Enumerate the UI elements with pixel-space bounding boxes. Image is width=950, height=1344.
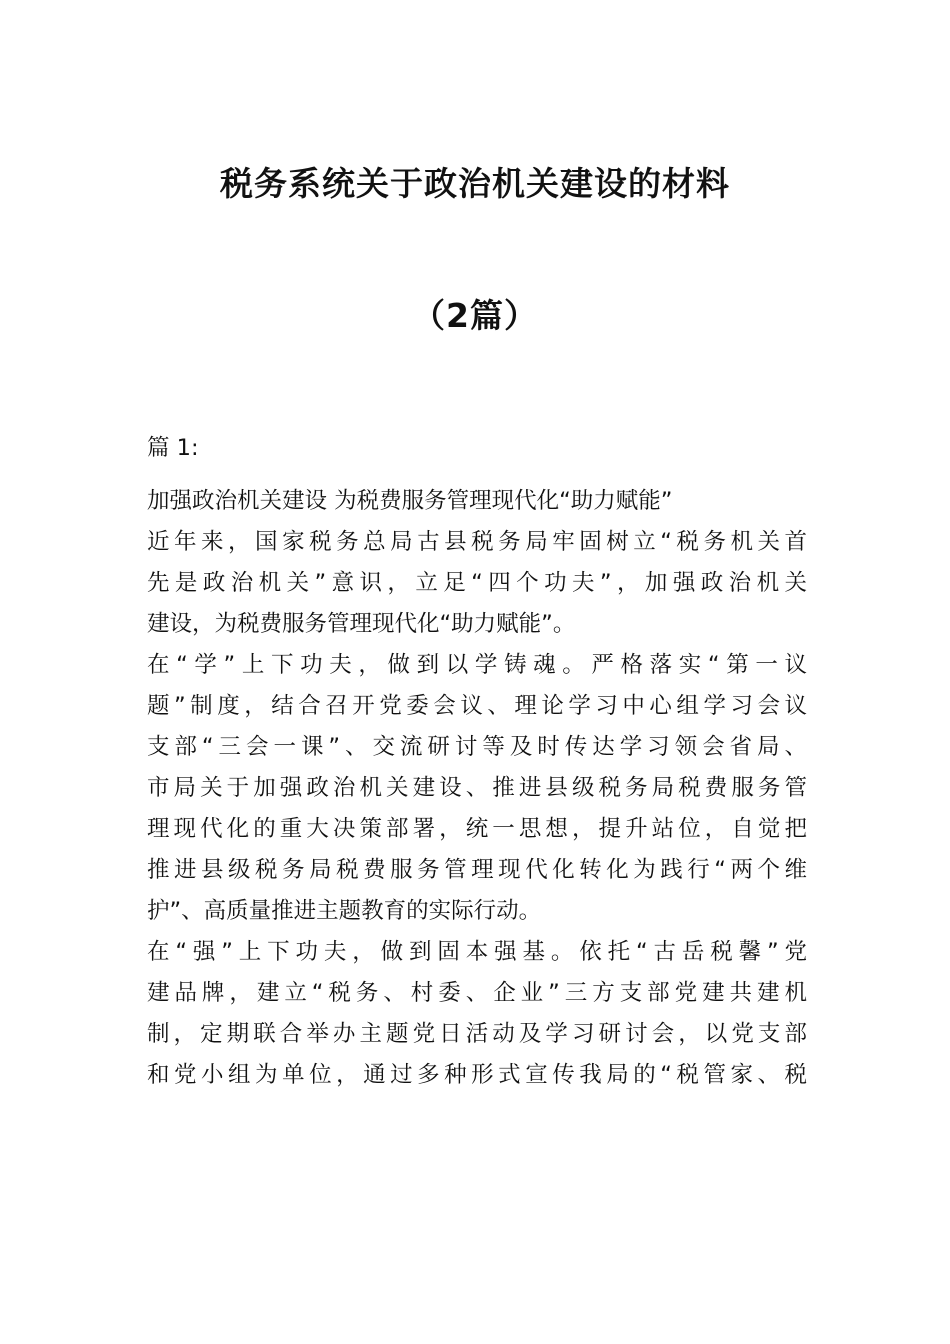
paragraph-1 (147, 522, 807, 645)
paragraph-line: 建设，为税费服务管理现代化“助力赋能”。 (147, 611, 576, 637)
paragraph-line: 推进县级税务局税费服务管理现代化转化为践行“两个维 (147, 857, 807, 883)
paragraph-line: 先是政治机关”意识，立足“四个功夫”，加强政治机关 (147, 570, 807, 596)
document-body (147, 428, 807, 1096)
paragraph-line: 制，定期联合举办主题党日活动及学习研讨会，以党支部 (147, 1021, 807, 1047)
paragraph-line: 支部“三会一课”、交流研讨等及时传达学习领会省局、 (147, 734, 807, 760)
article-heading: 加强政治机关建设 为税费服务管理现代化“助力赋能” (147, 488, 673, 514)
paragraph-line: 建品牌，建立“税务、村委、企业”三方支部党建共建机 (147, 980, 807, 1006)
paragraph-line: 和党小组为单位，通过多种形式宣传我局的“税管家、税 (147, 1062, 807, 1088)
paragraph-line: 在“强”上下功夫，做到固本强基。依托“古岳税馨”党 (147, 939, 807, 965)
paragraph-3 (147, 932, 807, 1096)
paragraph-line: 在“学”上下功夫，做到以学铸魂。严格落实“第一议 (147, 652, 807, 678)
paragraph-line: 近年来，国家税务总局古县税务局牢固树立“税务机关首 (147, 529, 807, 555)
document-title: 税务系统关于政治机关建设的材料 (220, 164, 730, 203)
paragraph-line: 市局关于加强政治机关建设、推进县级税务局税费服务管 (147, 775, 807, 801)
document-subtitle: （2篇） (412, 296, 538, 335)
paragraph-line: 理现代化的重大决策部署，统一思想，提升站位，自觉把 (147, 816, 807, 842)
paragraph-2 (147, 645, 807, 932)
paragraph-line: 题”制度，结合召开党委会议、理论学习中心组学习会议 (147, 693, 807, 719)
paragraph-line: 护”、高质量推进主题教育的实际行动。 (147, 898, 542, 924)
section-label: 篇 1: (147, 435, 199, 461)
